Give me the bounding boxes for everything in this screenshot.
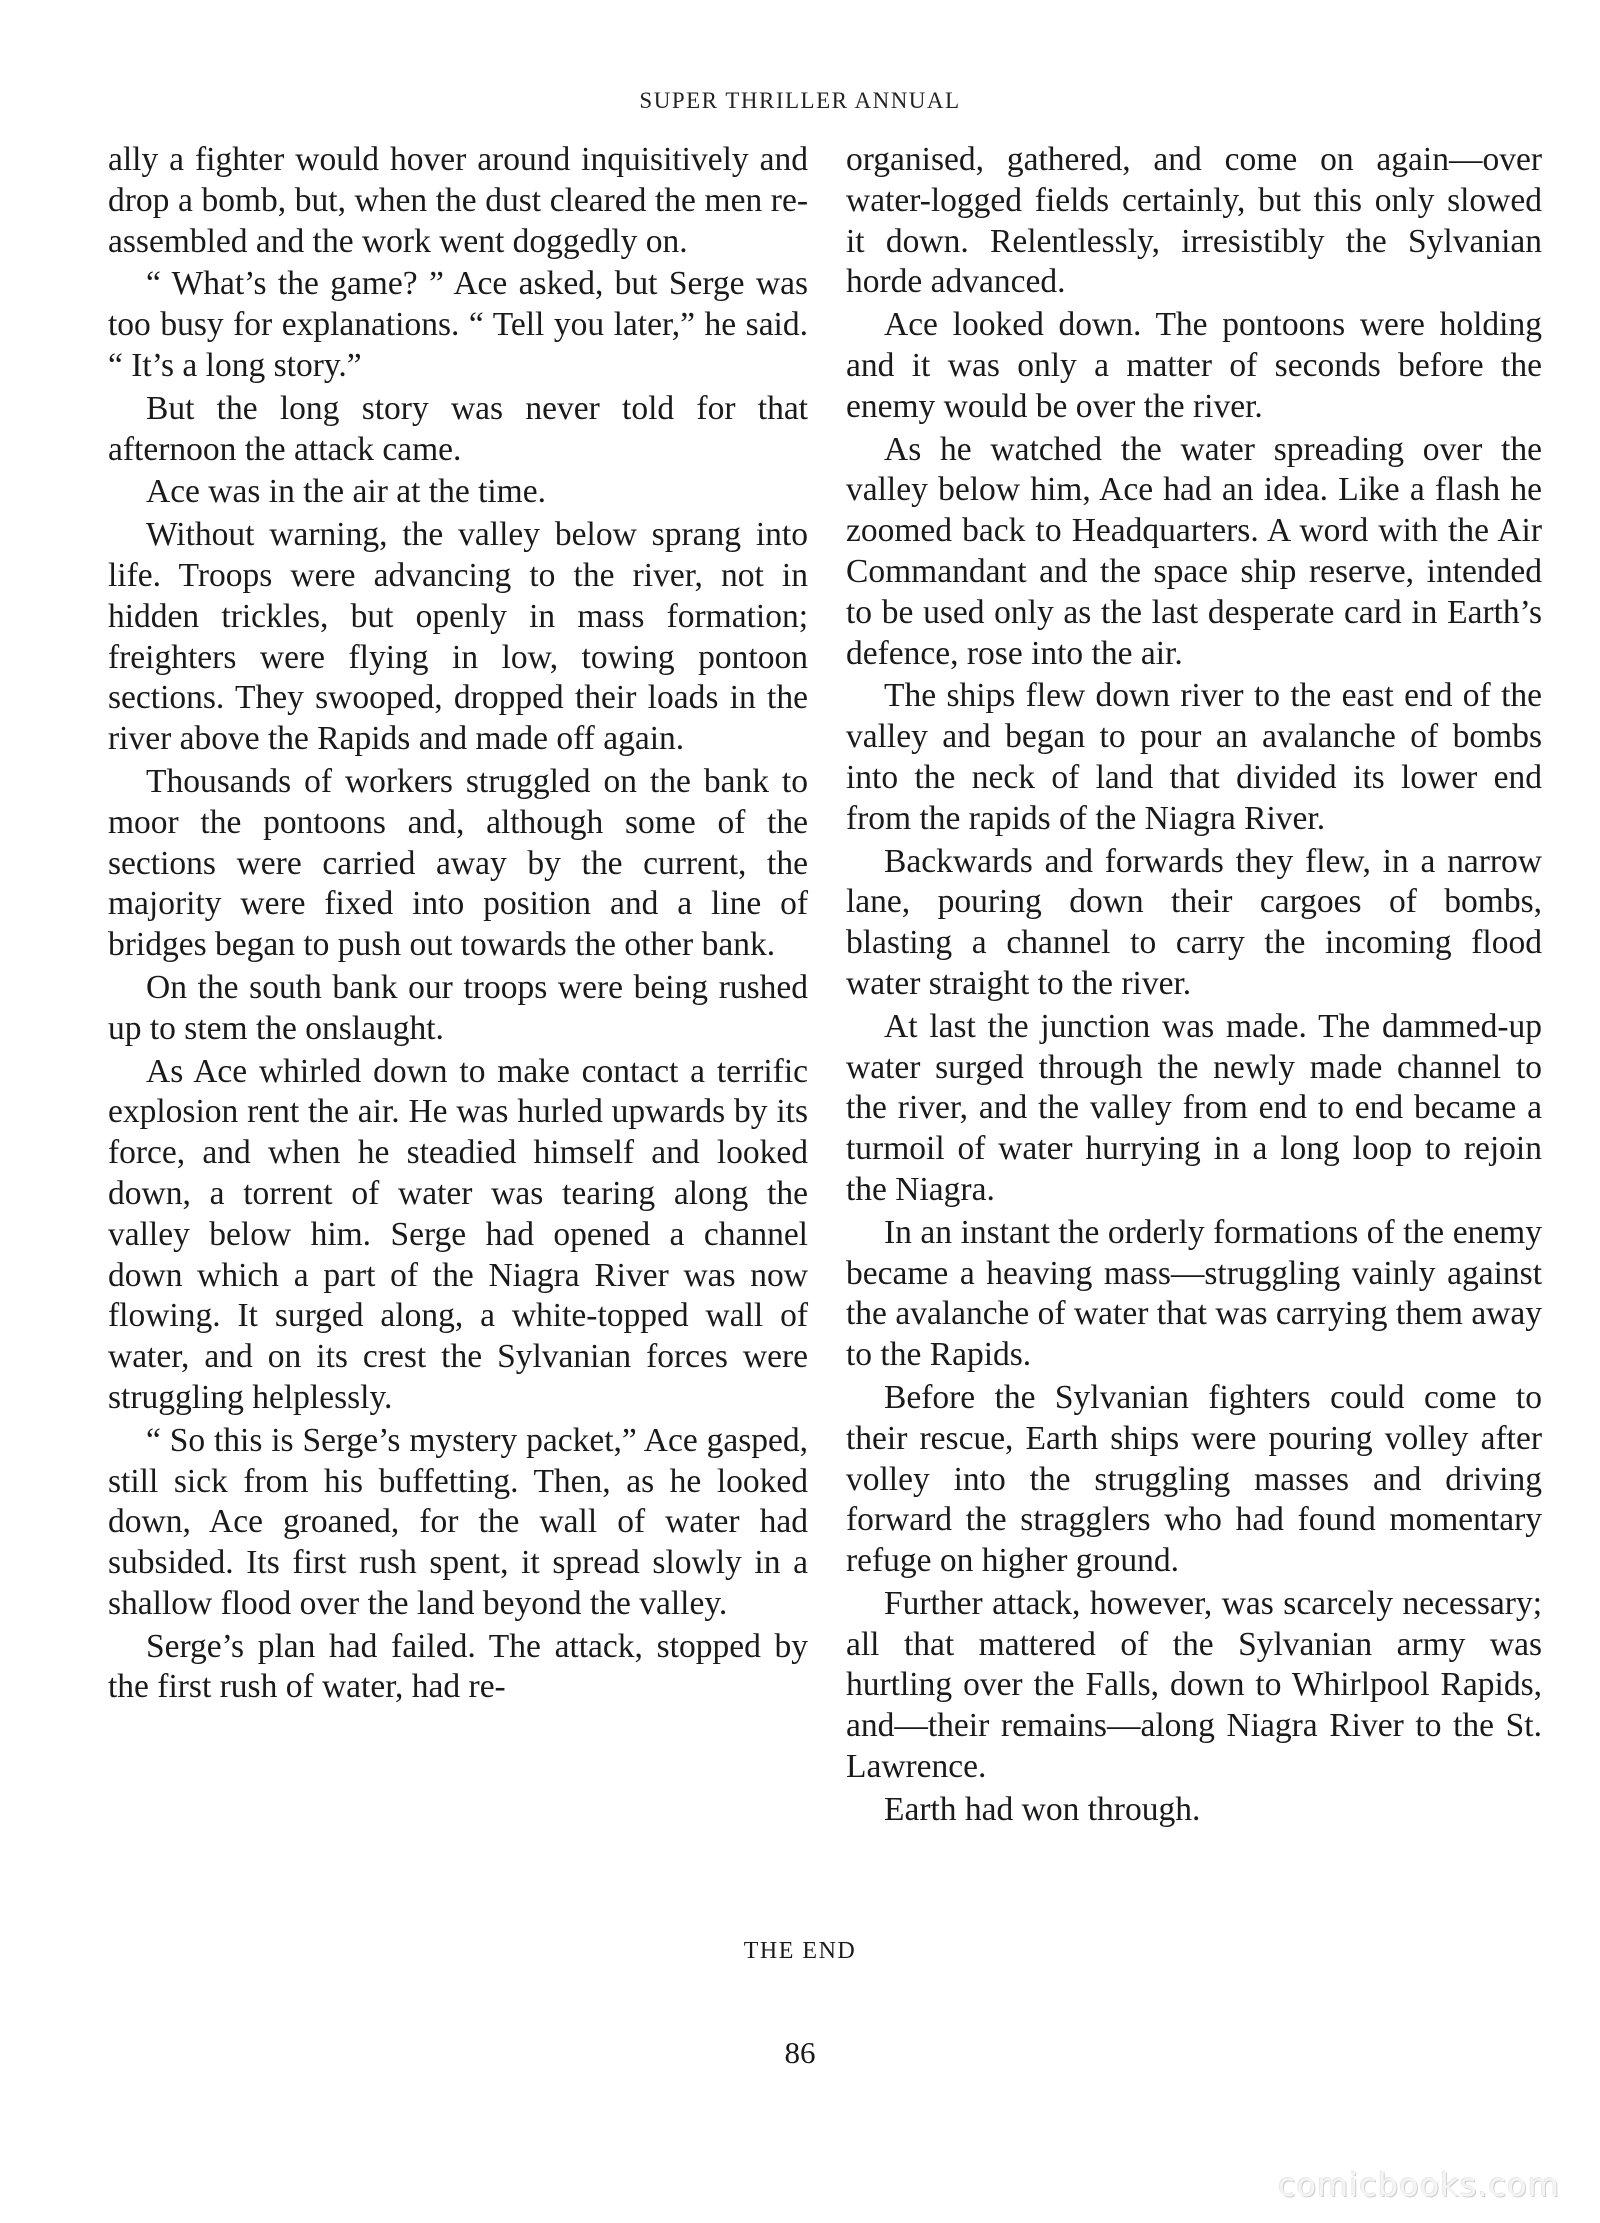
paragraph: On the south bank our troops were being rushed up to stem the onslaught. [108,968,808,1047]
paragraph: But the long story was never told for that afternoon the attack came. [108,389,808,468]
paragraph: As he watched the water spreading over the valley below him, Ace had an idea. Like a flash he zoomed back to Headquarters. A word with the Air Commandant and the space ship reserve, intended to be used only as the last desperate card in Earth’s defence, rose into the air. [846,430,1542,672]
paragraph: organised, gathered, and come on again—over water-logged fields certainly, but this only slowed it down. Relentlessly, irresistibly the Sylvanian horde advanced. [846,141,1542,301]
running-head: SUPER THRILLER ANNUAL [639,88,961,113]
paragraph: “ So this is Serge’s mystery packet,” Ace gasped, still sick from his buffetting. Then, as he looked down, Ace groaned, for the wall of water had subsided. Its first rush spent, it spread slowly in a shallow flood over the land beyond the valley. [108,1421,808,1622]
paragraph: In an instant the orderly formations of the enemy became a heaving mass—struggling vainly against the avalanche of water that was carrying them away to the Rapids. [846,1213,1542,1374]
paragraph: Backwards and forwards they flew, in a narrow lane, pouring down their cargoes of bombs, blasting a channel to carry the incoming flood water straight to the river. [846,842,1542,1002]
paragraph: Further attack, however, was scarcely necessary; all that mattered of the Sylvanian army was hurtling over the Falls, down to Whirlpool Rapids, and—their remains—along Niagra River to the St. Lawrence. [846,1584,1542,1786]
paragraph: Serge’s plan had failed. The attack, stopped by the first rush of water, had re- [108,1627,808,1706]
paragraph: The ships flew down river to the east end of the valley and began to pour an avalanche of bombs into the neck of land that divided its lower end from the rapids of the Niagra River. [846,677,1542,837]
paragraph: “ What’s the game? ” Ace asked, but Serge was too busy for explanations. “ Tell you later,” he said. “ It’s a long story.” [108,265,808,384]
page-number: 86 [784,2035,816,2070]
paragraph: Without warning, the valley below sprang into life. Troops were advancing to the river, not in hidden trickles, but openly in mass formation; freighters were flying in low, towing pontoon sections. They swooped, dropped their loads in the river above the Rapids and made off again. [108,516,808,758]
watermark: comicbooks.com [1277,2166,1560,2204]
right-column [846,140,1542,1831]
the-end-label: THE END [743,1938,857,1964]
paragraph: Ace looked down. The pontoons were holding and it was only a matter of seconds before the enemy would be over the river. [846,306,1542,425]
paragraph: ally a fighter would hover around inquisitively and drop a bomb, but, when the dust cleared the men re-assembled and the work went doggedly on. [108,141,808,260]
left-column [108,140,808,1708]
paragraph: As Ace whirled down to make contact a terrific explosion rent the air. He was hurled upwards by its force, and when he steadied himself and looked down, a torrent of water was tearing along the valley below him. Serge had opened a channel down which a part of the Niagra River was now flowing. It surged along, a white-topped wall of water, and on its crest the Sylvanian forces were struggling helplessly. [108,1052,808,1416]
paragraph: At last the junction was made. The dammed-up water surged through the newly made channel to the river, and the valley from end to end became a turmoil of water hurrying in a long loop to rejoin the Niagra. [846,1007,1542,1208]
paragraph: Before the Sylvanian fighters could come to their rescue, Earth ships were pouring volley after volley into the struggling masses and driving forward the stragglers who had found momentary refuge on higher ground. [846,1378,1542,1580]
paragraph: Earth had won through. [884,1790,1201,1828]
paragraph: Thousands of workers struggled on the bank to moor the pontoons and, although some of the sections were carried away by the current, the majority were fixed into position and a line of bridges began to push out towards the other bank. [108,762,808,964]
paragraph: Ace was in the air at the time. [146,473,546,511]
